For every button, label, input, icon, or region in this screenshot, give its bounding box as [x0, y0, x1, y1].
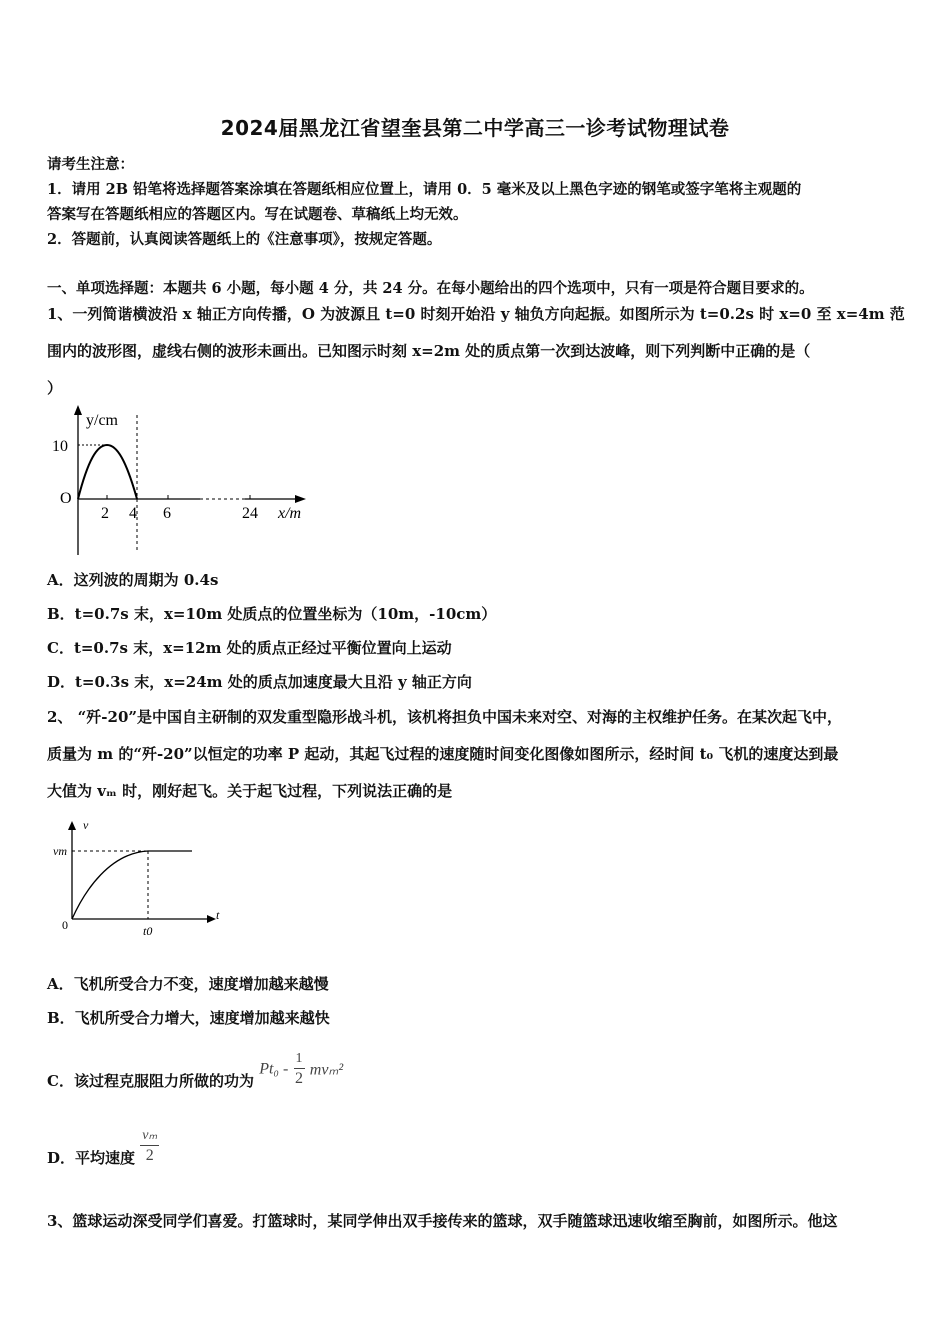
q2-x-tick: t0	[143, 924, 153, 938]
q2-option-c-den: 2	[295, 1070, 304, 1087]
q2-option-c-fraction	[294, 1050, 305, 1089]
q1-y-tick: 10	[52, 438, 68, 455]
notice-line-3: 2．答题前，认真阅读答题纸上的《注意事项》，按规定答题。	[47, 231, 442, 248]
q1-x-tick-2: 2	[101, 505, 109, 522]
q2-line-2: 质量为 m 的“歼-20”以恒定的功率 P 起动，其起飞过程的速度随时间变化图像如图所示，经时间 t₀ 飞机的速度达到最	[47, 745, 839, 763]
q2-x-arrow	[207, 915, 216, 923]
notice-line-1: 1．请用 2B 铅笔将选择题答案涂填在答题纸相应位置上，请用 0．5 毫米及以上黑色字迹的钢笔或签字笔将主观题的	[47, 181, 802, 198]
q2-y-arrow	[68, 821, 76, 830]
q1-x-tick-4: 4	[129, 505, 137, 522]
page-title: 2024届黑龙江省望奎县第二中学高三一诊考试物理试卷	[220, 116, 730, 140]
q1-line-3: ）	[47, 379, 63, 397]
q1-option-c: C．t=0.7s 末，x=12m 处的质点正经过平衡位置向上运动	[47, 639, 452, 657]
section-heading: 一、单项选择题：本题共 6 小题，每小题 4 分，共 24 分。在每小题给出的四个选项中，只有一项是符合题目要求的。	[47, 280, 814, 297]
q1-origin: O	[60, 490, 72, 507]
notice-heading: 请考生注意：	[47, 156, 134, 173]
q2-option-d-den: 2	[145, 1147, 154, 1164]
q1-y-arrow	[74, 405, 82, 415]
q1-option-a: A．这列波的周期为 0.4s	[47, 571, 219, 589]
q2-option-d-fraction	[140, 1127, 159, 1166]
q2-option-c-text: C．该过程克服阻力所做的功为	[47, 1072, 254, 1090]
q2-option-b: B．飞机所受合力增大，速度增加越来越快	[47, 1009, 330, 1027]
notice-line-2: 答案写在答题纸相应的答题区内。写在试题卷、草稿纸上均无效。	[47, 206, 468, 223]
q2-option-c-num: 1	[294, 1050, 305, 1069]
q2-option-c-formula-left: Pt₀ -	[259, 1060, 289, 1078]
q1-x-tick-6: 6	[163, 505, 171, 522]
q2-y-tick: vm	[53, 844, 67, 858]
q2-line-1: 2、 “歼-20”是中国自主研制的双发重型隐形战斗机，该机将担负中国未来对空、对海的主权维护任务。在某次起飞中，	[47, 708, 843, 726]
q2-origin: 0	[62, 918, 68, 932]
q2-option-a: A．飞机所受合力不变，速度增加越来越慢	[47, 975, 329, 993]
q2-y-label: v	[83, 818, 89, 832]
q3-line-1: 3、篮球运动深受同学们喜爱。打篮球时，某同学伸出双手接传来的篮球，双手随篮球迅速收缩至胸前，如图所示。他这	[47, 1212, 838, 1230]
q1-y-label: y/cm	[86, 412, 118, 429]
q1-wave-figure	[40, 405, 320, 560]
q1-x-label: x/m	[278, 505, 302, 522]
q2-option-d	[47, 1125, 159, 1168]
q1-option-d: D．t=0.3s 末，x=24m 处的质点加速度最大且沿 y 轴正方向	[47, 673, 472, 691]
q2-option-c	[47, 1048, 343, 1091]
q2-option-d-num: vₘ	[140, 1127, 159, 1146]
q1-line-2: 围内的波形图，虚线右侧的波形未画出。已知图示时刻 x=2m 处的质点第一次到达波峰，则下列判断中正确的是（	[47, 342, 811, 360]
q1-line-1: 1、一列简谐横波沿 x 轴正方向传播，O 为波源且 t=0 时刻开始沿 y 轴负方向起振。如图所示为 t=0.2s 时 x=0 至 x=4m 范	[47, 305, 905, 323]
q2-option-c-formula-right: mvₘ²	[309, 1061, 344, 1079]
q2-velocity-curve	[72, 851, 148, 919]
q1-x-arrow	[295, 495, 306, 503]
q1-option-b: B．t=0.7s 末，x=10m 处质点的位置坐标为（10m，-10cm）	[47, 605, 497, 623]
q1-x-tick-24: 24	[242, 505, 258, 522]
q2-vt-figure	[50, 815, 230, 940]
q2-line-3: 大值为 vₘ 时，刚好起飞。关于起飞过程，下列说法正确的是	[47, 782, 453, 800]
q2-option-d-text: D．平均速度	[47, 1149, 136, 1167]
q1-wave-curve	[78, 445, 137, 499]
q2-x-label: t	[216, 908, 220, 922]
